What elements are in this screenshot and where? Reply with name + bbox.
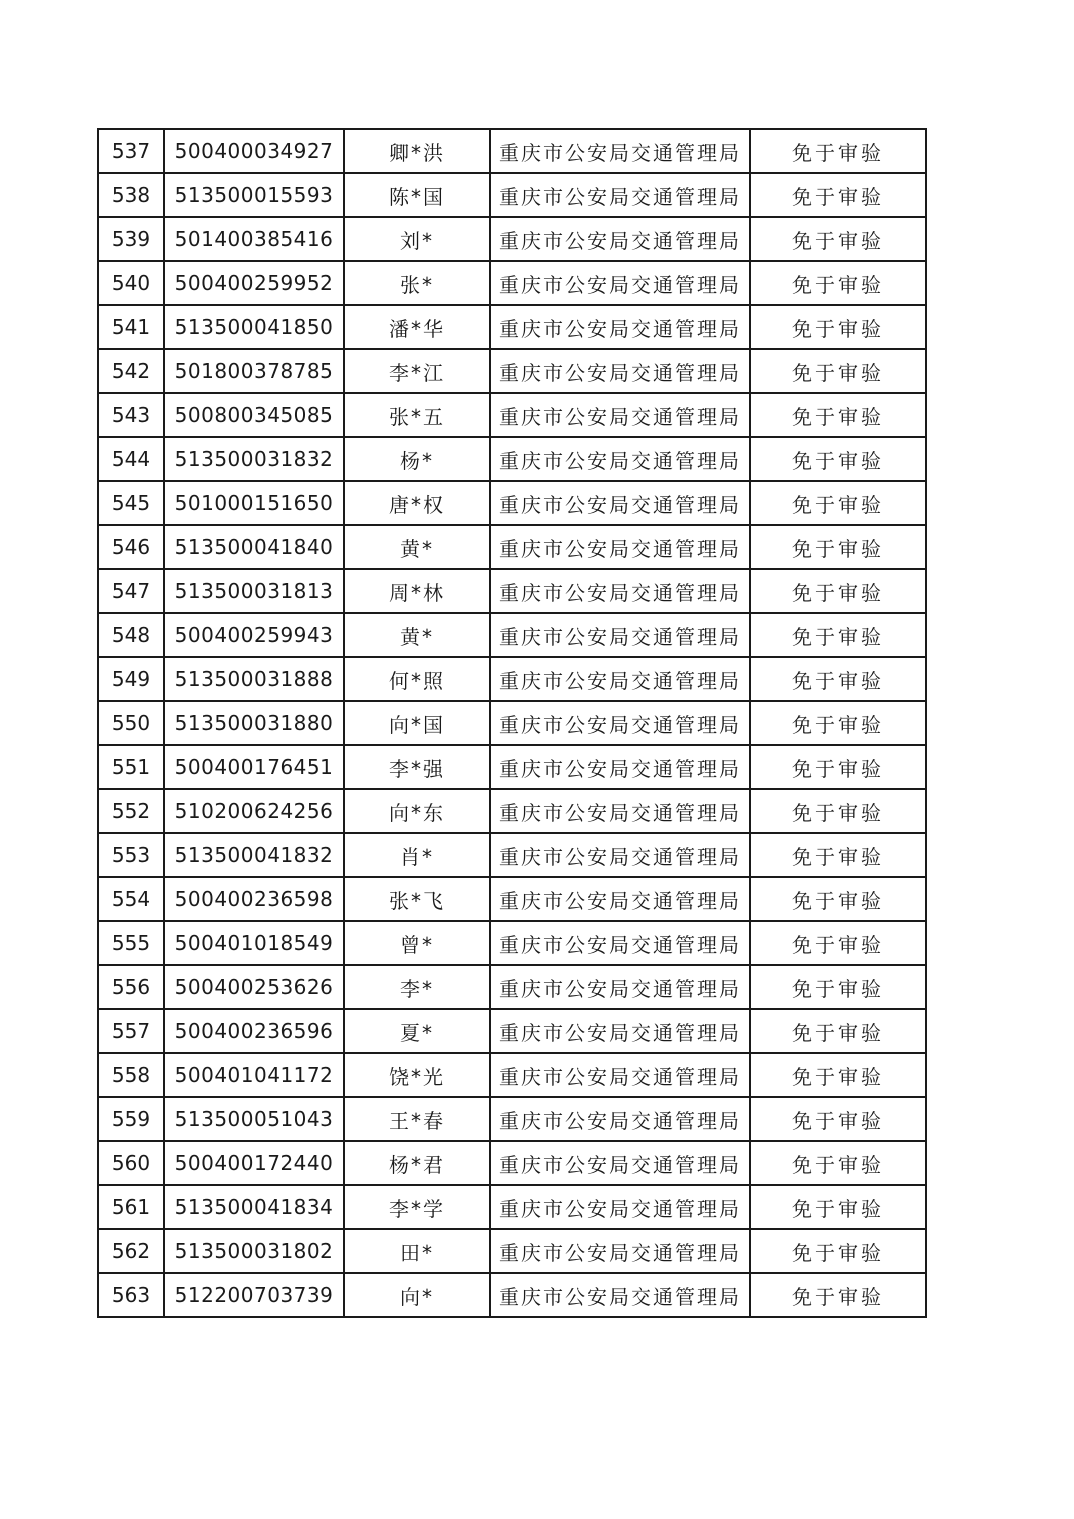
- cell-holder-name: 张*: [344, 261, 490, 305]
- cell-license-number: 501400385416: [164, 217, 344, 261]
- cell-status: 免于审验: [750, 1229, 926, 1273]
- cell-holder-name: 向*国: [344, 701, 490, 745]
- cell-holder-name: 潘*华: [344, 305, 490, 349]
- cell-status: 免于审验: [750, 217, 926, 261]
- cell-seq-number: 537: [98, 129, 164, 173]
- cell-holder-name: 黄*: [344, 613, 490, 657]
- cell-status: 免于审验: [750, 657, 926, 701]
- cell-holder-name: 田*: [344, 1229, 490, 1273]
- cell-seq-number: 553: [98, 833, 164, 877]
- cell-status: 免于审验: [750, 1053, 926, 1097]
- cell-holder-name: 陈*国: [344, 173, 490, 217]
- table-row: [98, 1141, 926, 1185]
- table-row: [98, 437, 926, 481]
- table-body: [98, 129, 926, 1317]
- cell-license-number: 500400253626: [164, 965, 344, 1009]
- cell-license-number: 513500031880: [164, 701, 344, 745]
- cell-issuing-authority: 重庆市公安局交通管理局: [490, 349, 750, 393]
- cell-seq-number: 554: [98, 877, 164, 921]
- cell-status: 免于审验: [750, 1009, 926, 1053]
- cell-status: 免于审验: [750, 305, 926, 349]
- cell-issuing-authority: 重庆市公安局交通管理局: [490, 173, 750, 217]
- cell-holder-name: 张*飞: [344, 877, 490, 921]
- cell-holder-name: 杨*: [344, 437, 490, 481]
- cell-issuing-authority: 重庆市公安局交通管理局: [490, 393, 750, 437]
- table-row: [98, 965, 926, 1009]
- table-row: [98, 877, 926, 921]
- cell-status: 免于审验: [750, 833, 926, 877]
- cell-status: 免于审验: [750, 261, 926, 305]
- cell-license-number: 513500031888: [164, 657, 344, 701]
- cell-license-number: 513500031832: [164, 437, 344, 481]
- cell-status: 免于审验: [750, 393, 926, 437]
- cell-holder-name: 唐*权: [344, 481, 490, 525]
- cell-holder-name: 周*林: [344, 569, 490, 613]
- cell-status: 免于审验: [750, 965, 926, 1009]
- table-row: [98, 173, 926, 217]
- table-row: [98, 701, 926, 745]
- cell-seq-number: 555: [98, 921, 164, 965]
- cell-holder-name: 向*: [344, 1273, 490, 1317]
- table-row: [98, 129, 926, 173]
- table-row: [98, 1009, 926, 1053]
- table-row: [98, 1097, 926, 1141]
- cell-issuing-authority: 重庆市公安局交通管理局: [490, 789, 750, 833]
- cell-holder-name: 刘*: [344, 217, 490, 261]
- cell-issuing-authority: 重庆市公安局交通管理局: [490, 1141, 750, 1185]
- table-row: [98, 921, 926, 965]
- table-row: [98, 393, 926, 437]
- cell-status: 免于审验: [750, 613, 926, 657]
- table-row: [98, 569, 926, 613]
- cell-issuing-authority: 重庆市公安局交通管理局: [490, 217, 750, 261]
- cell-seq-number: 557: [98, 1009, 164, 1053]
- table-row: [98, 789, 926, 833]
- cell-holder-name: 王*春: [344, 1097, 490, 1141]
- cell-seq-number: 543: [98, 393, 164, 437]
- cell-issuing-authority: 重庆市公安局交通管理局: [490, 921, 750, 965]
- cell-seq-number: 552: [98, 789, 164, 833]
- cell-status: 免于审验: [750, 1185, 926, 1229]
- cell-seq-number: 561: [98, 1185, 164, 1229]
- cell-seq-number: 545: [98, 481, 164, 525]
- cell-holder-name: 何*照: [344, 657, 490, 701]
- cell-status: 免于审验: [750, 1097, 926, 1141]
- table-row: [98, 481, 926, 525]
- cell-license-number: 501800378785: [164, 349, 344, 393]
- cell-holder-name: 卿*洪: [344, 129, 490, 173]
- cell-license-number: 501000151650: [164, 481, 344, 525]
- cell-license-number: 513500041840: [164, 525, 344, 569]
- cell-issuing-authority: 重庆市公安局交通管理局: [490, 437, 750, 481]
- cell-status: 免于审验: [750, 437, 926, 481]
- cell-status: 免于审验: [750, 481, 926, 525]
- table-row: [98, 1053, 926, 1097]
- cell-issuing-authority: 重庆市公安局交通管理局: [490, 1097, 750, 1141]
- table-row: [98, 1185, 926, 1229]
- cell-seq-number: 539: [98, 217, 164, 261]
- cell-issuing-authority: 重庆市公安局交通管理局: [490, 569, 750, 613]
- table-row: [98, 1229, 926, 1273]
- cell-license-number: 500400176451: [164, 745, 344, 789]
- table-row: [98, 1273, 926, 1317]
- table-row: [98, 833, 926, 877]
- cell-holder-name: 李*: [344, 965, 490, 1009]
- cell-seq-number: 538: [98, 173, 164, 217]
- cell-issuing-authority: 重庆市公安局交通管理局: [490, 833, 750, 877]
- cell-license-number: 500401041172: [164, 1053, 344, 1097]
- cell-holder-name: 曾*: [344, 921, 490, 965]
- cell-license-number: 500800345085: [164, 393, 344, 437]
- cell-seq-number: 546: [98, 525, 164, 569]
- cell-status: 免于审验: [750, 921, 926, 965]
- cell-holder-name: 杨*君: [344, 1141, 490, 1185]
- table-row: [98, 745, 926, 789]
- cell-status: 免于审验: [750, 525, 926, 569]
- cell-seq-number: 559: [98, 1097, 164, 1141]
- cell-license-number: 513500041834: [164, 1185, 344, 1229]
- cell-seq-number: 541: [98, 305, 164, 349]
- cell-issuing-authority: 重庆市公安局交通管理局: [490, 1185, 750, 1229]
- cell-issuing-authority: 重庆市公安局交通管理局: [490, 657, 750, 701]
- cell-license-number: 513500051043: [164, 1097, 344, 1141]
- cell-status: 免于审验: [750, 129, 926, 173]
- cell-seq-number: 563: [98, 1273, 164, 1317]
- cell-issuing-authority: 重庆市公安局交通管理局: [490, 1229, 750, 1273]
- cell-license-number: 500400236598: [164, 877, 344, 921]
- cell-issuing-authority: 重庆市公安局交通管理局: [490, 1053, 750, 1097]
- cell-seq-number: 549: [98, 657, 164, 701]
- cell-status: 免于审验: [750, 173, 926, 217]
- cell-license-number: 500400172440: [164, 1141, 344, 1185]
- cell-holder-name: 肖*: [344, 833, 490, 877]
- cell-license-number: 513500031813: [164, 569, 344, 613]
- cell-license-number: 500400259943: [164, 613, 344, 657]
- cell-status: 免于审验: [750, 745, 926, 789]
- cell-seq-number: 548: [98, 613, 164, 657]
- cell-license-number: 512200703739: [164, 1273, 344, 1317]
- table-row: [98, 349, 926, 393]
- cell-holder-name: 夏*: [344, 1009, 490, 1053]
- table-row: [98, 613, 926, 657]
- cell-status: 免于审验: [750, 569, 926, 613]
- table-row: [98, 657, 926, 701]
- cell-issuing-authority: 重庆市公安局交通管理局: [490, 613, 750, 657]
- cell-seq-number: 551: [98, 745, 164, 789]
- cell-license-number: 500400034927: [164, 129, 344, 173]
- cell-license-number: 513500031802: [164, 1229, 344, 1273]
- cell-seq-number: 556: [98, 965, 164, 1009]
- cell-status: 免于审验: [750, 1273, 926, 1317]
- cell-seq-number: 562: [98, 1229, 164, 1273]
- cell-issuing-authority: 重庆市公安局交通管理局: [490, 481, 750, 525]
- cell-issuing-authority: 重庆市公安局交通管理局: [490, 701, 750, 745]
- cell-license-number: 513500041832: [164, 833, 344, 877]
- cell-issuing-authority: 重庆市公安局交通管理局: [490, 745, 750, 789]
- exemption-table: [97, 128, 927, 1318]
- cell-seq-number: 547: [98, 569, 164, 613]
- table-row: [98, 261, 926, 305]
- cell-holder-name: 李*学: [344, 1185, 490, 1229]
- table-row: [98, 305, 926, 349]
- table-row: [98, 525, 926, 569]
- cell-seq-number: 558: [98, 1053, 164, 1097]
- cell-seq-number: 540: [98, 261, 164, 305]
- cell-license-number: 510200624256: [164, 789, 344, 833]
- cell-status: 免于审验: [750, 877, 926, 921]
- cell-issuing-authority: 重庆市公安局交通管理局: [490, 965, 750, 1009]
- cell-license-number: 513500015593: [164, 173, 344, 217]
- cell-holder-name: 饶*光: [344, 1053, 490, 1097]
- cell-holder-name: 黄*: [344, 525, 490, 569]
- cell-license-number: 500400259952: [164, 261, 344, 305]
- cell-issuing-authority: 重庆市公安局交通管理局: [490, 525, 750, 569]
- cell-status: 免于审验: [750, 1141, 926, 1185]
- cell-seq-number: 560: [98, 1141, 164, 1185]
- cell-status: 免于审验: [750, 349, 926, 393]
- cell-issuing-authority: 重庆市公安局交通管理局: [490, 877, 750, 921]
- cell-issuing-authority: 重庆市公安局交通管理局: [490, 261, 750, 305]
- cell-holder-name: 李*江: [344, 349, 490, 393]
- cell-issuing-authority: 重庆市公安局交通管理局: [490, 1009, 750, 1053]
- cell-license-number: 513500041850: [164, 305, 344, 349]
- cell-issuing-authority: 重庆市公安局交通管理局: [490, 305, 750, 349]
- cell-holder-name: 张*五: [344, 393, 490, 437]
- cell-issuing-authority: 重庆市公安局交通管理局: [490, 1273, 750, 1317]
- cell-holder-name: 李*强: [344, 745, 490, 789]
- cell-seq-number: 542: [98, 349, 164, 393]
- cell-seq-number: 544: [98, 437, 164, 481]
- cell-license-number: 500400236596: [164, 1009, 344, 1053]
- table-row: [98, 217, 926, 261]
- cell-status: 免于审验: [750, 789, 926, 833]
- cell-license-number: 500401018549: [164, 921, 344, 965]
- cell-issuing-authority: 重庆市公安局交通管理局: [490, 129, 750, 173]
- cell-holder-name: 向*东: [344, 789, 490, 833]
- cell-status: 免于审验: [750, 701, 926, 745]
- cell-seq-number: 550: [98, 701, 164, 745]
